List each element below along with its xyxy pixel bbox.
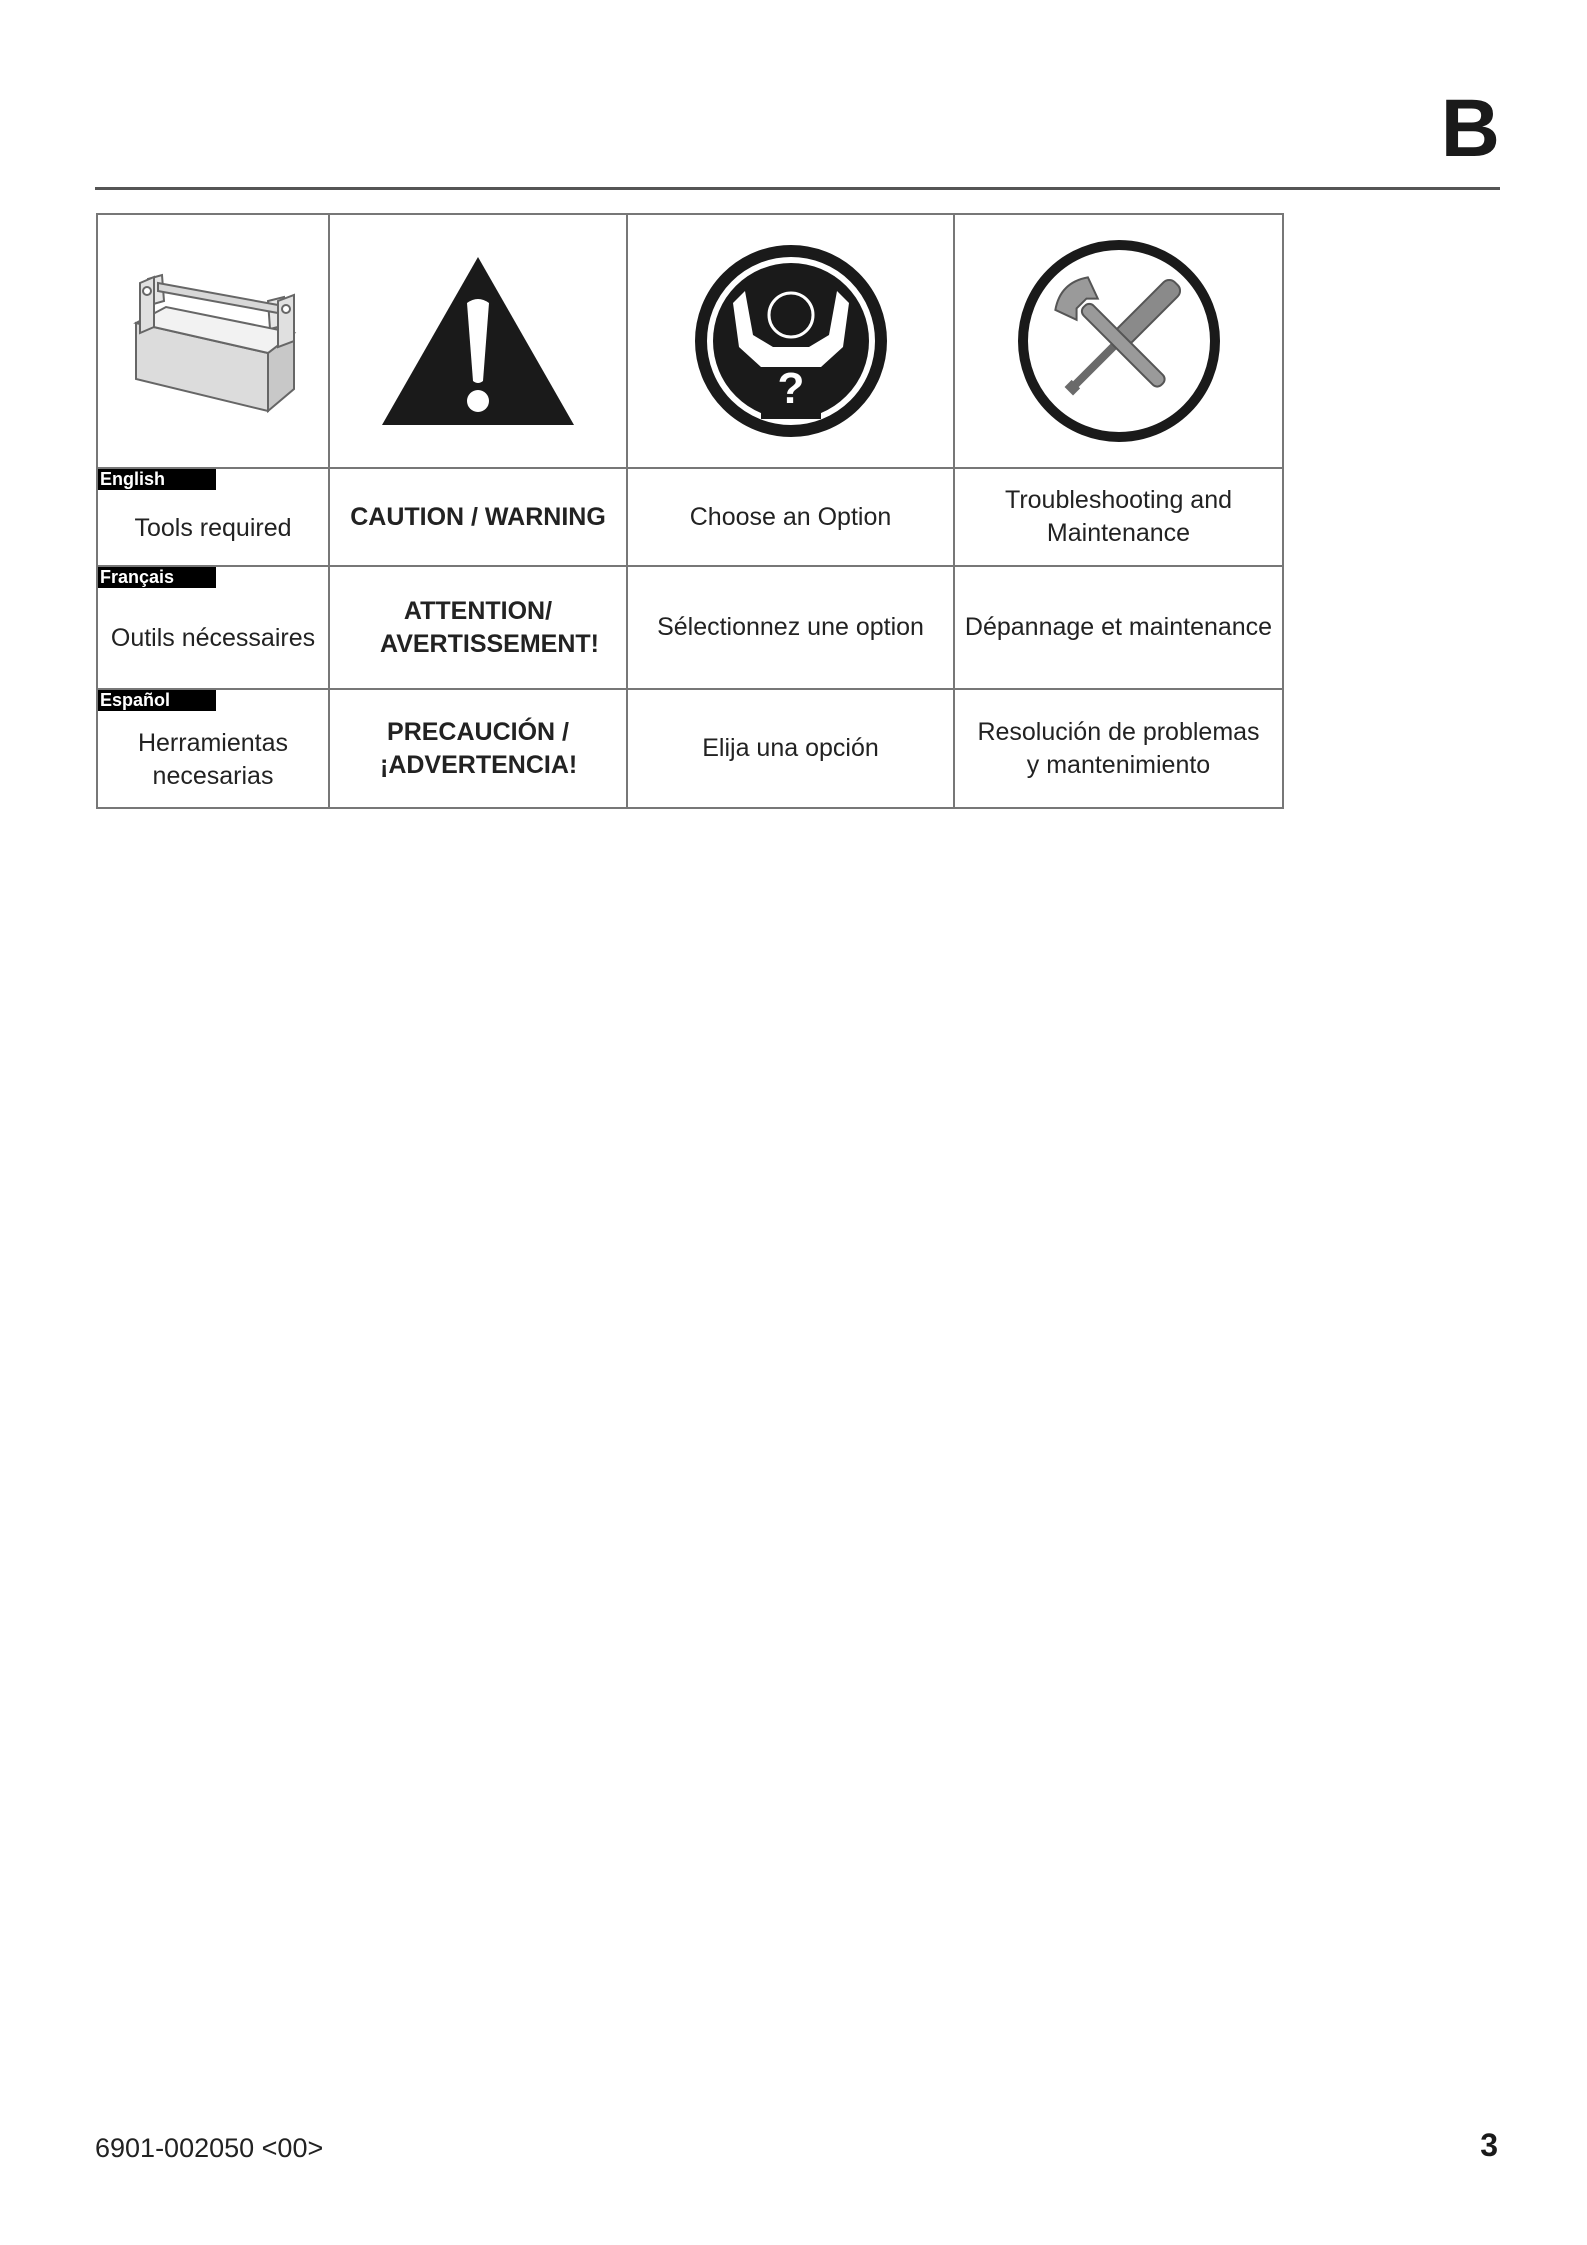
cell-text: Herramientas necesarias	[137, 728, 289, 790]
cell-text: Troubleshooting and Maintenance	[1004, 486, 1232, 547]
header-rule	[95, 187, 1500, 190]
cell-troubleshooting	[954, 566, 1283, 689]
troubleshooting-cell	[954, 214, 1283, 468]
language-label-french: Français	[98, 567, 216, 588]
choose-option-cell	[627, 214, 954, 468]
cell-caution	[329, 468, 627, 566]
cell-tools-required	[97, 566, 329, 689]
toolbox-cell	[97, 214, 329, 468]
svg-text:?: ?	[777, 364, 804, 413]
cell-troubleshooting	[954, 468, 1283, 566]
cell-text: Dépannage et maintenance	[964, 613, 1273, 641]
cell-choose-option	[627, 468, 954, 566]
page-number: 3	[1480, 2127, 1498, 2163]
cell-text: Resolución de problemas y mantenimiento	[977, 717, 1260, 779]
cell-choose-option	[627, 566, 954, 689]
icon-row	[97, 214, 1283, 468]
row-english	[97, 468, 1283, 566]
document-code: 6901-002050 <00>	[95, 2133, 324, 2163]
cell-text: ATTENTION/ AVERTISSEMENT!	[380, 596, 599, 658]
language-label-english: English	[98, 469, 216, 490]
row-spanish	[97, 689, 1283, 808]
section-letter: B	[1440, 83, 1500, 174]
language-label-spanish: Español	[98, 690, 216, 711]
cell-choose-option	[627, 689, 954, 808]
row-french	[97, 566, 1283, 689]
warning-triangle-icon	[378, 253, 578, 429]
question-person-icon	[693, 243, 889, 439]
cell-caution	[329, 566, 627, 689]
toolbox-icon	[118, 261, 308, 421]
wrench-screwdriver-icon	[1016, 238, 1222, 444]
symbols-table	[96, 213, 1284, 809]
cell-troubleshooting	[954, 689, 1283, 808]
cell-tools-required	[97, 689, 329, 808]
cell-text: Outils nécessaires	[110, 624, 316, 652]
cell-tools-required	[97, 468, 329, 566]
cell-text: CAUTION / WARNING	[350, 502, 606, 531]
warning-cell	[329, 214, 627, 468]
cell-text: Tools required	[134, 513, 292, 542]
cell-caution	[329, 689, 627, 808]
cell-text: Choose an Option	[689, 502, 892, 531]
cell-text: Sélectionnez une option	[657, 613, 924, 641]
cell-text: PRECAUCIÓN / ¡ADVERTENCIA!	[380, 717, 578, 779]
cell-text: Elija una opción	[702, 734, 879, 762]
